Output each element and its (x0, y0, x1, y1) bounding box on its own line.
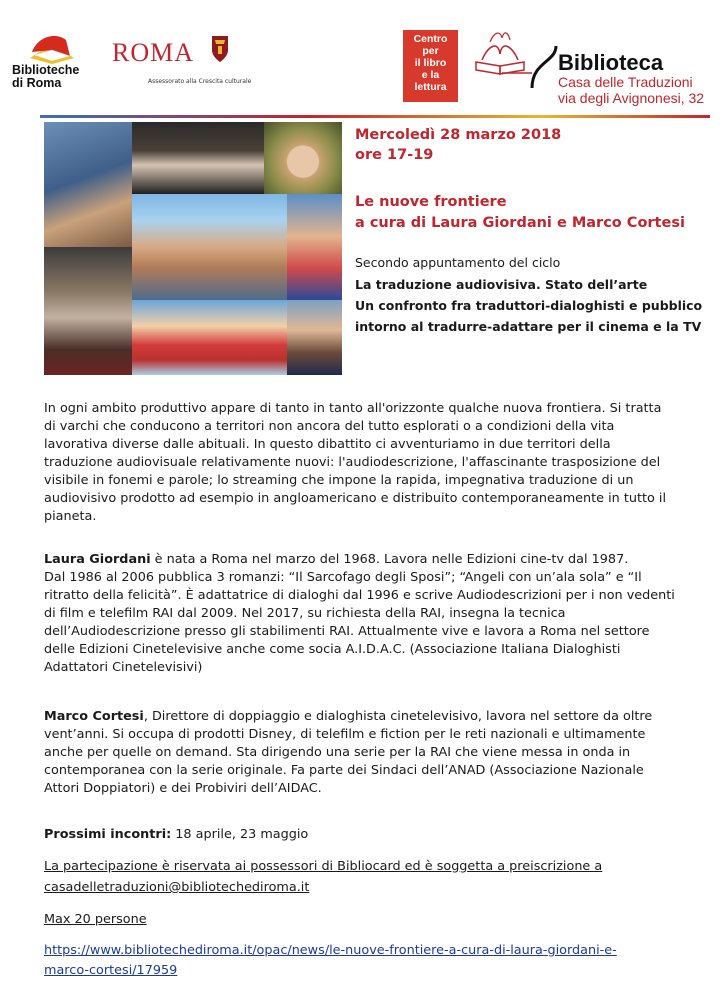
max-participants-text: Max 20 persone (44, 912, 147, 927)
text-line: Dal 1986 al 2006 pubblica 3 romanzi: “Il Sarcofago degli Sposi”; “Angeli con un’ala sola” e “Il (44, 570, 642, 585)
booking-email-link[interactable]: casadelletraduzioni@bibliotechediroma.it (44, 880, 310, 895)
event-curators: a cura di Laura Giordani e Marco Cortesi (355, 215, 685, 231)
bio-cortesi (44, 708, 680, 798)
text-line: Adattatori Cinetelevisivi) (44, 660, 203, 675)
collage-photo (287, 194, 342, 300)
text-line: pianeta. (44, 509, 97, 524)
centro-libro-lettura-logo (403, 30, 458, 102)
centro-line: per (422, 45, 439, 57)
event-subtitle-3: intorno al tradurre-adattare per il cinema e la TV (355, 319, 702, 334)
collage-photo (44, 247, 132, 375)
booking-info (44, 858, 680, 897)
roma-crest-icon (209, 34, 231, 64)
roma-logo-text: ROMA (112, 38, 195, 67)
collage-photo (132, 194, 287, 300)
text-line: contemporanea con la serie originale. Fa parte dei Sindaci dell’ANAD (Associazione Nazionale (44, 763, 644, 778)
text-line: delle Edizioni Cinetelevisive anche come socia A.I.D.A.C. (Associazione Italiana Dialoghisti (44, 642, 621, 657)
casa-subtitle: Casa delle Traduzioni (558, 74, 693, 90)
tv-series-collage (44, 122, 342, 375)
bio-name: Laura Giordani (44, 552, 151, 567)
text-line: dell’Audiodescrizione presso gli stabilimenti RAI. Attualmente vive e lavora a Roma nel settore (44, 624, 650, 639)
centro-line: lettura (414, 81, 447, 93)
booking-text: La partecipazione è riservata ai possessori di Bibliocard ed è soggetta a preiscrizione a (44, 859, 603, 874)
collage-photo (287, 300, 342, 375)
text-line: ritratto della felicità”. È adattatrice di dialoghi dal 1996 e scrive Audiodescrizioni per i non vedenti (44, 588, 675, 603)
header-divider (40, 115, 710, 118)
casa-traduzioni-logo (470, 24, 720, 114)
centro-line: Centro (413, 33, 448, 45)
biblioteche-di-roma-logo (12, 30, 102, 90)
next-meetings-dates: 18 aprile, 23 maggio (171, 827, 309, 842)
bio-giordani (44, 551, 680, 677)
event-subtitle-2: Un confronto fra traduttori-dialoghisti e pubblico (355, 298, 703, 313)
collage-photo (132, 122, 264, 194)
text-line: di film e telefilm RAI dal 2009. Nel 2017, su richiesta della RAI, insegna la tecnica (44, 606, 566, 621)
roma-subtitle: Assessorato alla Crescita culturale (148, 78, 252, 85)
text-line: , Direttore di doppiaggio e dialoghista cinetelevisivo, lavora nel settore da oltre (143, 709, 653, 724)
text-line: visibile in fonemi e parole; lo streaming che impone la rapida, impegnativa traduzione di un (44, 473, 634, 488)
text-line: lavorativa diverse dalle abituali. In questo dibattito ci avventuriamo in due territori della (44, 437, 611, 452)
centro-line: e la (421, 69, 440, 81)
text-line: è nata a Roma nel marzo del 1968. Lavora nelle Edizioni cine-tv dal 1987. (150, 552, 629, 567)
casa-address: via degli Avignonesi, 32 (558, 90, 705, 106)
max-participants (44, 911, 680, 929)
bracket-icon (530, 42, 558, 92)
event-time: ore 17-19 (355, 147, 434, 163)
collage-photo (132, 300, 287, 375)
text-line: vent’anni. Si occupa di prodotti Disney, di telefilm e fiction per le reti nazionali e ultimamente (44, 727, 646, 742)
text-line: Attori Doppiatori) e dei Probiviri dell’AIDAC. (44, 781, 322, 796)
casa-title: Biblioteca (558, 50, 664, 75)
text-line: traduzione audiovisuale relativamente nuovi: l'audiodescrizione, l'affascinante trasposizione del (44, 455, 661, 470)
bio-name: Marco Cortesi (44, 709, 144, 724)
event-url-link-line-2[interactable]: marco-cortesi/17959 (44, 963, 178, 978)
event-url (44, 942, 680, 980)
roma-logo (112, 30, 252, 90)
event-url-link-line-1[interactable]: https://www.bibliotechediroma.it/opac/news/le-nuove-frontiere-a-cura-di-laura-giordani-e- (44, 943, 617, 958)
text-line: di varchi che conducono a territori non ancora del tutto esplorati o a condizioni della vita (44, 419, 615, 434)
text-line: audiovisivo prodotto ad esempio in angloamericano e distribuito contemporaneamente in tutto il (44, 491, 667, 506)
text-line: anche per quelle on demand. Sta dirigendo una serie per la RAI che viene messa in onda in (44, 745, 631, 760)
text-line: In ogni ambito produttivo appare di tanto in tanto all'orizzonte qualche nuova frontiera. Si tratta (44, 401, 662, 416)
book-icon (26, 30, 78, 64)
logo-line-2: di Roma (12, 76, 62, 90)
open-books-icon (472, 26, 532, 76)
next-meetings (44, 826, 680, 844)
event-intro: Secondo appuntamento del ciclo (355, 255, 561, 270)
event-title: Le nuove frontiere (355, 194, 507, 210)
next-meetings-label: Prossimi incontri: (44, 827, 172, 842)
event-date: Mercoledì 28 marzo 2018 (355, 127, 562, 143)
collage-photo (44, 122, 132, 247)
description-paragraph (44, 400, 680, 526)
event-subtitle-1: La traduzione audiovisiva. Stato dell’arte (355, 277, 648, 292)
centro-line: il libro (414, 57, 447, 69)
logo-line-1: Biblioteche (12, 63, 80, 77)
collage-photo (264, 122, 342, 194)
